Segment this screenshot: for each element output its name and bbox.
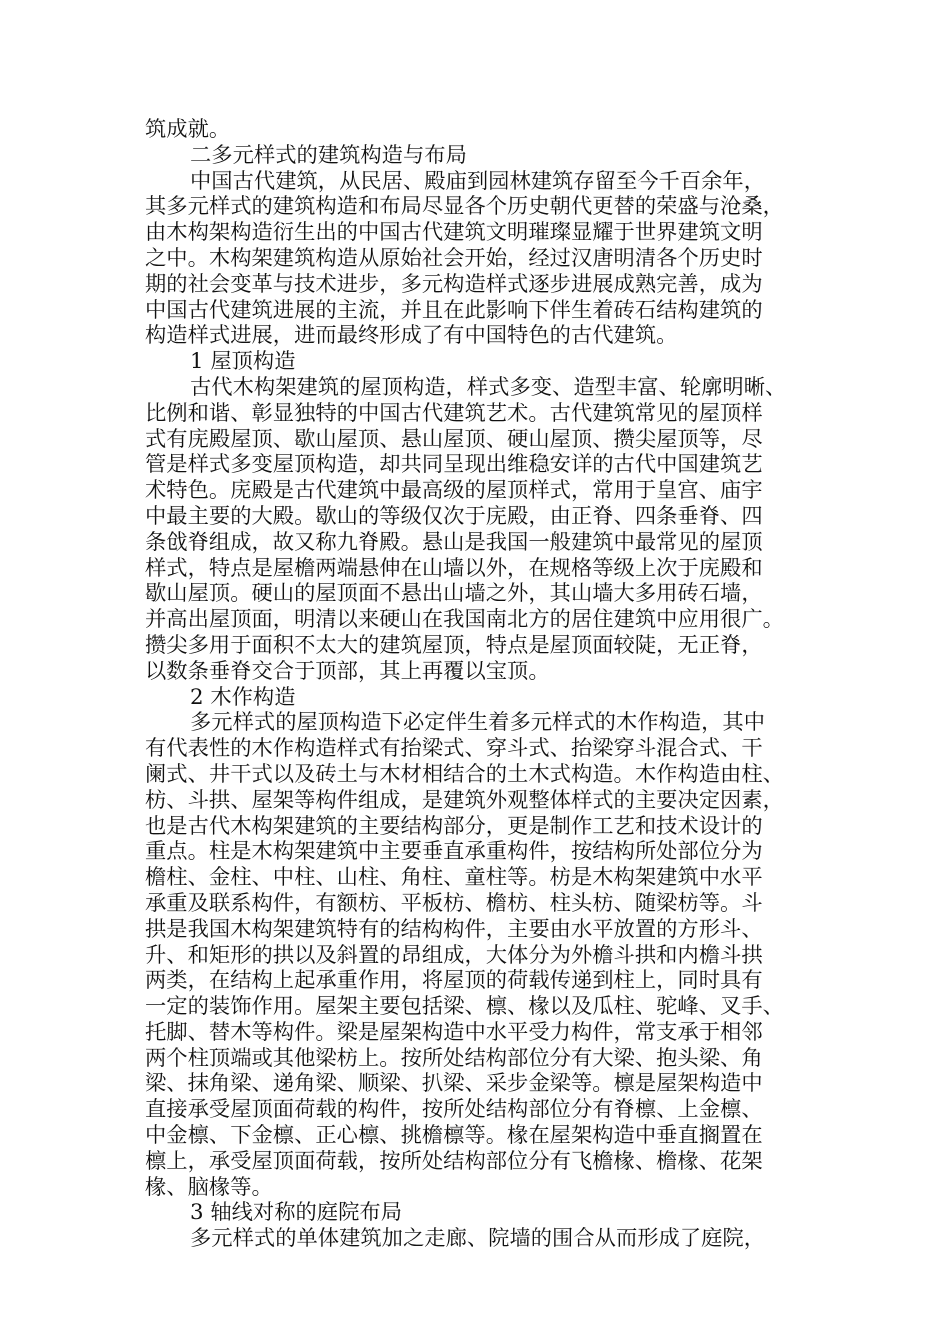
text-line: 其多元样式的建筑构造和布局尽显各个历史朝代更替的荣盛与沧桑， — [145, 194, 784, 220]
text-line: 中国古代建筑进展的主流，并且在此影响下伴生着砖石结构建筑的 — [145, 297, 763, 323]
body-text — [145, 117, 805, 1252]
text-line: 梁、抹角梁、递角梁、顺梁、扒梁、采步金梁等。檩是屋架构造中 — [145, 1071, 763, 1097]
text-line: 重点。柱是木构架建筑中主要垂直承重构件，按结构所处部位分为 — [145, 839, 763, 865]
text-line: 构造样式进展，进而最终形成了有中国特色的古代建筑。 — [145, 323, 678, 349]
text-line: 筑成就。 — [145, 117, 231, 142]
text-line: 多元样式的屋顶构造下必定伴生着多元样式的木作构造，其中 — [190, 710, 766, 736]
text-line: 中最主要的大殿。歇山的等级仅次于庑殿，由正脊、四条垂脊、四 — [145, 503, 763, 529]
text-line: 以数条垂脊交合于顶部，其上再覆以宝顶。 — [145, 658, 550, 684]
text-line: 歇山屋顶。硬山的屋顶面不悬出山墙之外，其山墙大多用砖石墙， — [145, 581, 763, 607]
text-line: 中国古代建筑，从民居、殿庙到园林建筑存留至今千百余年， — [190, 168, 766, 194]
text-line: 2 木作构造 — [190, 684, 296, 710]
text-line: 阑式、井干式以及砖土与木材相结合的土木式构造。木作构造由柱、 — [145, 761, 784, 787]
text-line: 檐柱、金柱、中柱、山柱、角柱、童柱等。枋是木构架建筑中水平 — [145, 865, 763, 891]
text-line: 术特色。庑殿是古代建筑中最高级的屋顶样式，常用于皇宫、庙宇 — [145, 478, 763, 504]
text-line: 承重及联系构件，有额枋、平板枋、檐枋、柱头枋、随梁枋等。斗 — [145, 890, 763, 916]
text-line: 两类，在结构上起承重作用，将屋顶的荷载传递到柱上，同时具有 — [145, 968, 763, 994]
text-line: 椽、脑椽等。 — [145, 1174, 273, 1200]
text-line: 之中。木构架建筑构造从原始社会开始，经过汉唐明清各个历史时 — [145, 245, 763, 271]
text-line: 样式，特点是屋檐两端悬伸在山墙以外，在规格等级上次于庑殿和 — [145, 555, 763, 581]
text-line: 枋、斗拱、屋架等构件组成，是建筑外观整体样式的主要决定因素， — [145, 787, 784, 813]
text-line: 有代表性的木作构造样式有抬梁式、穿斗式、抬梁穿斗混合式、干 — [145, 736, 763, 762]
text-line: 并高出屋顶面，明清以来硬山在我国南北方的居住建筑中应用很广。 — [145, 607, 784, 633]
text-line: 两个柱顶端或其他梁枋上。按所处结构部位分有大梁、抱头梁、角 — [145, 1045, 763, 1071]
text-line: 升、和矩形的拱以及斜置的昂组成，大体分为外檐斗拱和内檐斗拱 — [145, 942, 763, 968]
text-line: 中金檩、下金檩、正心檩、挑檐檩等。椽在屋架构造中垂直搁置在 — [145, 1123, 763, 1149]
text-line: 直接承受屋顶面荷载的构件，按所处结构部位分有脊檩、上金檩、 — [145, 1097, 763, 1123]
text-line: 檩上，承受屋顶面荷载，按所处结构部位分有飞檐椽、檐椽、花架 — [145, 1148, 763, 1174]
text-line: 比例和谐、彰显独特的中国古代建筑艺术。古代建筑常见的屋顶样 — [145, 400, 763, 426]
text-line: 也是古代木构架建筑的主要结构部分，更是制作工艺和技术设计的 — [145, 813, 763, 839]
text-line: 期的社会变革与技术进步，多元构造样式逐步进展成熟完善，成为 — [145, 271, 763, 297]
text-line: 式有庑殿屋顶、歇山屋顶、悬山屋顶、硬山屋顶、攒尖屋顶等，尽 — [145, 426, 763, 452]
text-line: 多元样式的单体建筑加之走廊、院墙的围合从而形成了庭院， — [190, 1226, 766, 1252]
text-line: 一定的装饰作用。屋架主要包括梁、檩、椽以及瓜柱、驼峰、叉手、 — [145, 994, 784, 1020]
text-line: 古代木构架建筑的屋顶构造，样式多变、造型丰富、轮廓明晰、 — [190, 374, 787, 400]
text-line: 托脚、替木等构件。梁是屋架构造中水平受力构件，常支承于相邻 — [145, 1019, 763, 1045]
text-line: 条戗脊组成，故又称九脊殿。悬山是我国一般建筑中最常见的屋顶 — [145, 529, 763, 555]
text-line: 管是样式多变屋顶构造，却共同呈现出维稳安详的古代中国建筑艺 — [145, 452, 763, 478]
text-line: 由木构架构造衍生出的中国古代建筑文明璀璨显耀于世界建筑文明 — [145, 220, 763, 246]
text-line: 二多元样式的建筑构造与布局 — [190, 142, 467, 168]
text-line: 3 轴线对称的庭院布局 — [190, 1200, 402, 1226]
text-line: 拱是我国木构架建筑特有的结构构件，主要由水平放置的方形斗、 — [145, 916, 763, 942]
text-line: 1 屋顶构造 — [190, 349, 296, 375]
text-line: 攒尖多用于面积不太大的建筑屋顶，特点是屋顶面较陡，无正脊， — [145, 632, 763, 658]
